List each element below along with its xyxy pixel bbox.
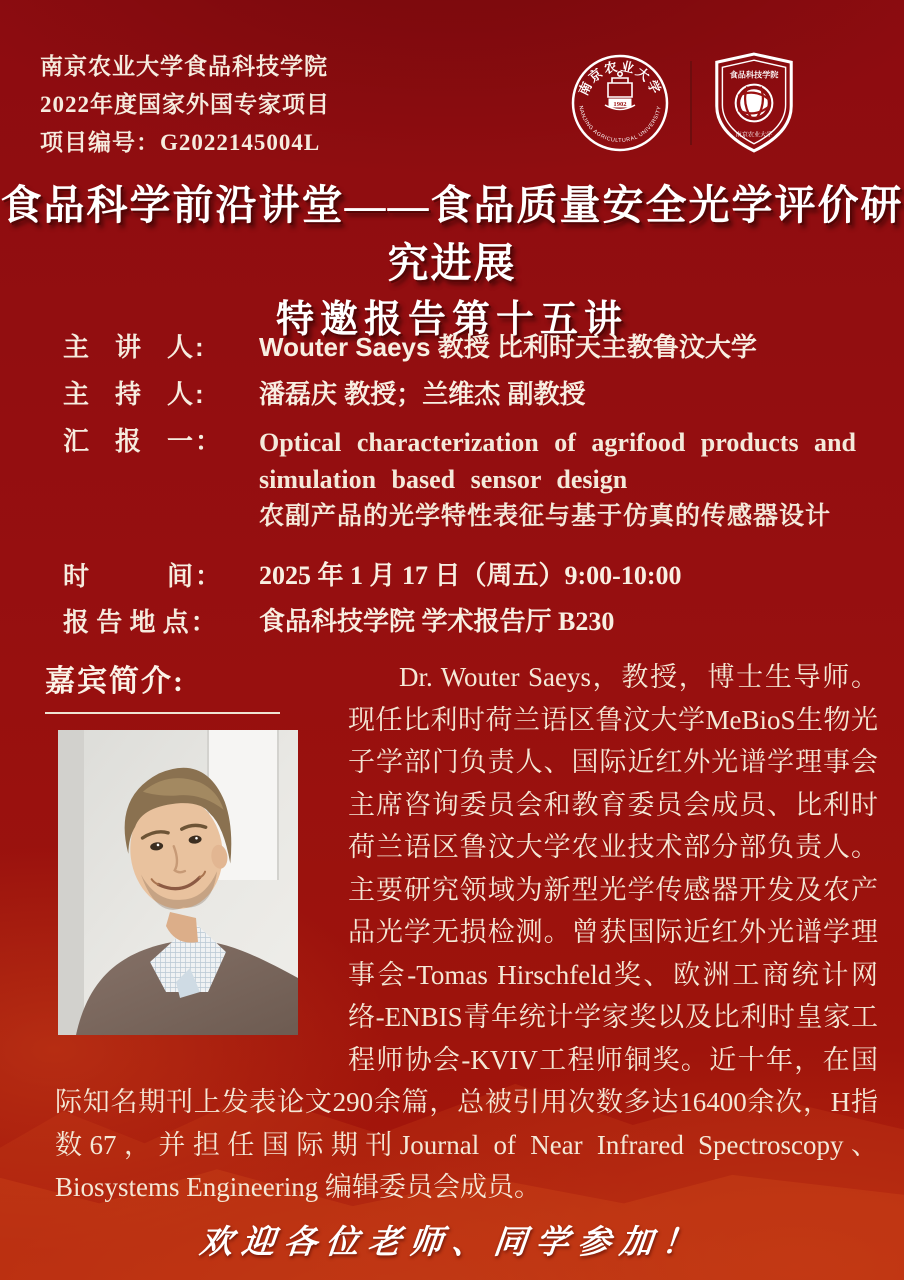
- host-label: [63, 377, 231, 411]
- event-info: [63, 330, 878, 652]
- poster-title: [0, 176, 904, 348]
- speaker-portrait-illustration: [58, 730, 298, 1035]
- venue-label: [63, 605, 231, 639]
- seal-bottom-text: NANJING AGRICULTURAL UNIVERSITY: [577, 105, 663, 145]
- bio-heading: 嘉宾简介:: [45, 656, 280, 714]
- report-title-zh: 农副产品的光学特性表征与基于仿真的传感器设计: [259, 502, 832, 530]
- time-value: 2025 年 1 月 17 日（周五）9:00-10:00: [259, 561, 682, 590]
- speaker-colon: :: [195, 332, 204, 362]
- row-report: [63, 424, 878, 535]
- footer-welcome-text: 欢迎各位老师、同学参加！: [197, 1225, 706, 1261]
- seal-top-text: 南京农业大学: [575, 58, 665, 98]
- bio-heading-wrap: [45, 656, 345, 730]
- footer: [0, 1216, 904, 1263]
- title-line-2: 特邀报告第十五讲: [275, 299, 628, 341]
- seal-year: 1902: [613, 100, 627, 108]
- project-line-program: 2022年度国家外国专家项目: [40, 92, 330, 117]
- report-title-en-line1: Optical characterization of agrifood products and: [259, 428, 856, 457]
- speaker-label: [63, 330, 231, 364]
- shield-bottom-text: 南京农业大学: [735, 132, 773, 139]
- host-value: 潘磊庆 教授；兰维杰 副教授: [259, 379, 586, 409]
- logo-divider: [690, 61, 692, 145]
- speaker-photo: [58, 730, 298, 1035]
- venue-label-text: 报 告 地 点: [63, 607, 189, 637]
- project-info: [40, 48, 330, 162]
- row-host: [63, 377, 878, 411]
- time-colon: ：: [195, 561, 222, 591]
- university-seal-icon: [570, 53, 670, 153]
- speaker-value: Wouter Saeys 教授 比利时天主教鲁汶大学: [259, 332, 757, 362]
- shield-top-text: 食品科技学院: [729, 70, 779, 80]
- guest-bio-section: [45, 656, 878, 1209]
- venue-value: 食品科技学院 学术报告厅 B230: [259, 607, 615, 636]
- project-line-college: 南京农业大学食品科技学院: [40, 54, 328, 79]
- time-label-text: 时 间: [63, 561, 194, 591]
- venue-colon: ：: [190, 607, 217, 637]
- speaker-label-text: 主 讲 人: [63, 332, 194, 362]
- row-time: [63, 559, 878, 593]
- title-line-1: 食品科学前沿讲堂——食品质量安全光学评价研究进展: [0, 182, 904, 286]
- report-title-en-line2: simulation based sensor design: [259, 465, 628, 494]
- time-label: [63, 559, 231, 593]
- report-value: [259, 424, 856, 535]
- project-line-number: 项目编号：G2022145004L: [40, 130, 321, 155]
- bio-paragraph: Dr. Wouter Saeys，教授，博士生导师。现任比利时荷兰语区鲁汶大学MeBioS生物光子学部门负责人、国际近红外光谱学理事会主席咨询委员会和教育委员会成员、比利时荷兰语区鲁汶大学农业技术部分部负责人。主要研究领域为新型光学传感器开发及农产品光学无损检测。曾获国际近红外光谱学理事会-Tomas Hirschfeld奖、欧洲工商统计网络-ENBIS青年统计学家奖以及比利时皇家工程师协会-KVIV工程师铜奖。近十年，在国际知名期刊上发表论文290余篇，总被引用次数多达16400余次，H指数67，并担任国际期刊Journal of Near Infrared Spectroscopy、Biosystems Engineering 编辑委员会成员。: [55, 662, 878, 1202]
- report-label: [63, 424, 231, 458]
- report-colon: ：: [195, 426, 222, 456]
- host-colon: :: [195, 379, 204, 409]
- logo-group: [570, 48, 870, 158]
- report-label-text: 汇 报 一: [63, 426, 194, 456]
- row-speaker: [63, 330, 878, 364]
- shield-emblem: [736, 85, 773, 122]
- college-shield-icon: [710, 51, 798, 155]
- row-venue: [63, 605, 878, 639]
- host-label-text: 主 持 人: [63, 379, 194, 409]
